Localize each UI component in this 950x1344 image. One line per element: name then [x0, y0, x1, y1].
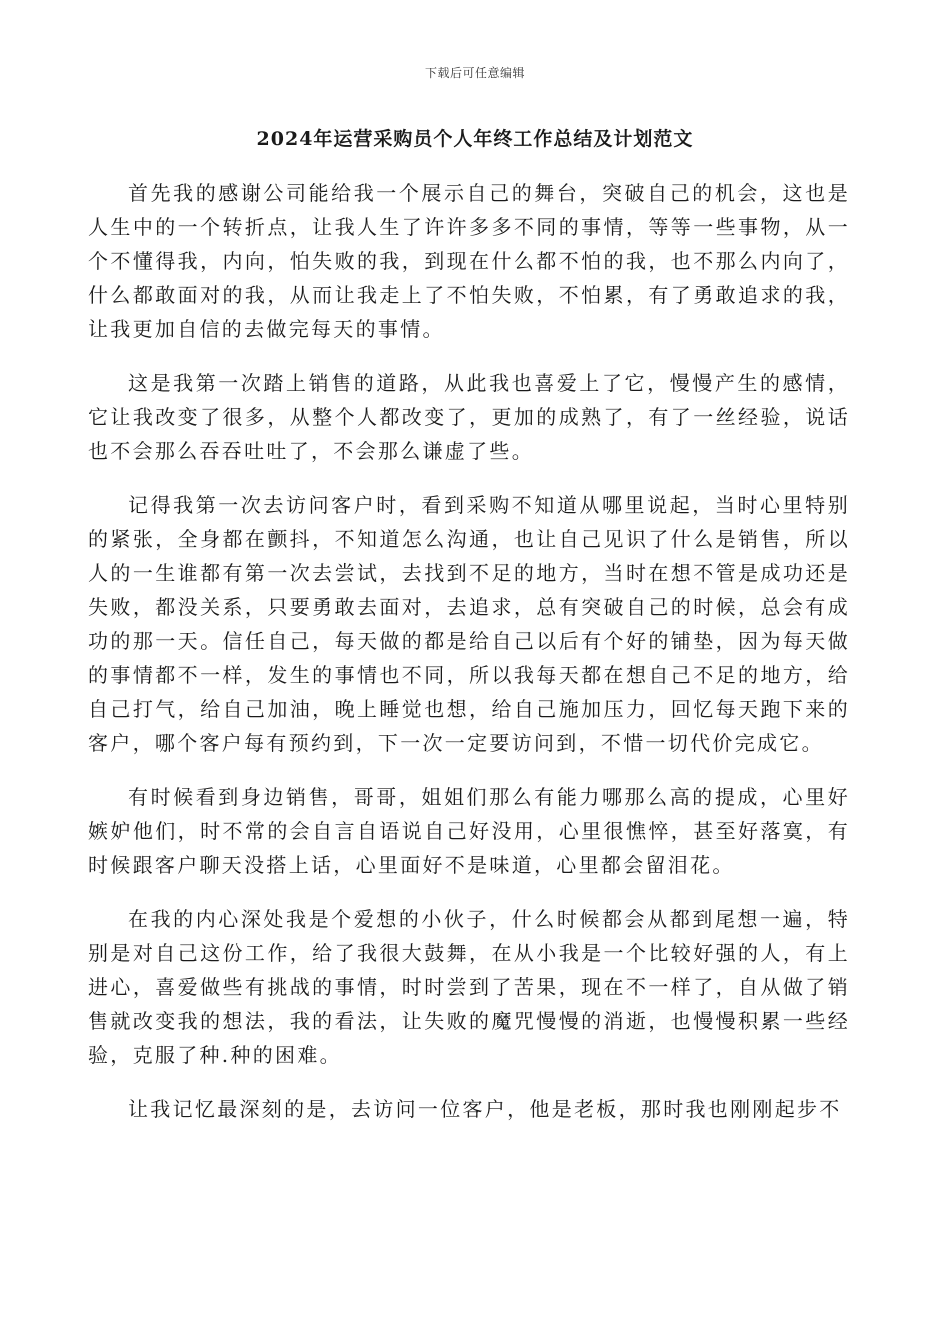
paragraph-1: 首先我的感谢公司能给我一个展示自己的舞台，突破自己的机会，这也是人生中的一个转折点，让我人生了许许多多不同的事情，等等一些事物，从一个不懂得我，内向，怕失败的我，到现在什么都不怕的我，也不那么内向了，什么都敢面对的我，从而让我走上了不怕失败，不怕累，有了勇敢追求的我，让我更加自信的去做完每天的事情。 [88, 181, 850, 341]
paragraph-5: 在我的内心深处我是个爱想的小伙子，什么时候都会从都到尾想一遍，特别是对自己这份工作，给了我很大鼓舞，在从小我是一个比较好强的人，有上进心，喜爱做些有挑战的事情，时时尝到了苦果，现在不一样了，自从做了销售就改变我的想法，我的看法，让失败的魔咒慢慢的消逝，也慢慢积累一些经验，克服了种.种的困难。 [88, 907, 850, 1067]
document-body [88, 176, 850, 1146]
paragraph-4: 有时候看到身边销售，哥哥，姐姐们那么有能力哪那么高的提成，心里好嫉妒他们，时不常的会自言自语说自己好没用，心里很憔悴，甚至好落寞，有时候跟客户聊天没搭上话，心里面好不是味道，心里都会留泪花。 [88, 785, 850, 877]
document-title: 2024年运营采购员个人年终工作总结及计划范文 [256, 128, 694, 150]
paragraph-2: 这是我第一次踏上销售的道路，从此我也喜爱上了它，慢慢产生的感情，它让我改变了很多，从整个人都改变了，更加的成熟了，有了一丝经验，说话也不会那么吞吞吐吐了，不会那么谦虚了些。 [88, 371, 850, 463]
paragraph-6: 让我记忆最深刻的是，去访问一位客户，他是老板，那时我也刚刚起步不 [128, 1097, 842, 1121]
header-note: 下载后可任意编辑 [424, 66, 525, 80]
paragraph-3: 记得我第一次去访问客户时，看到采购不知道从哪里说起，当时心里特别的紧张，全身都在颤抖，不知道怎么沟通，也让自己见识了什么是销售，所以人的一生谁都有第一次去尝试，去找到不足的地方，当时在想不管是成功还是失败，都没关系，只要勇敢去面对，去追求，总有突破自己的时候，总会有成功的那一天。信任自己，每天做的都是给自己以后有个好的铺垫，因为每天做的事情都不一样，发生的事情也不同，所以我每天都在想自己不足的地方，给自己打气，给自己加油，晚上睡觉也想，给自己施加压力，回忆每天跑下来的客户，哪个客户每有预约到，下一次一定要访问到，不惜一切代价完成它。 [88, 493, 850, 755]
